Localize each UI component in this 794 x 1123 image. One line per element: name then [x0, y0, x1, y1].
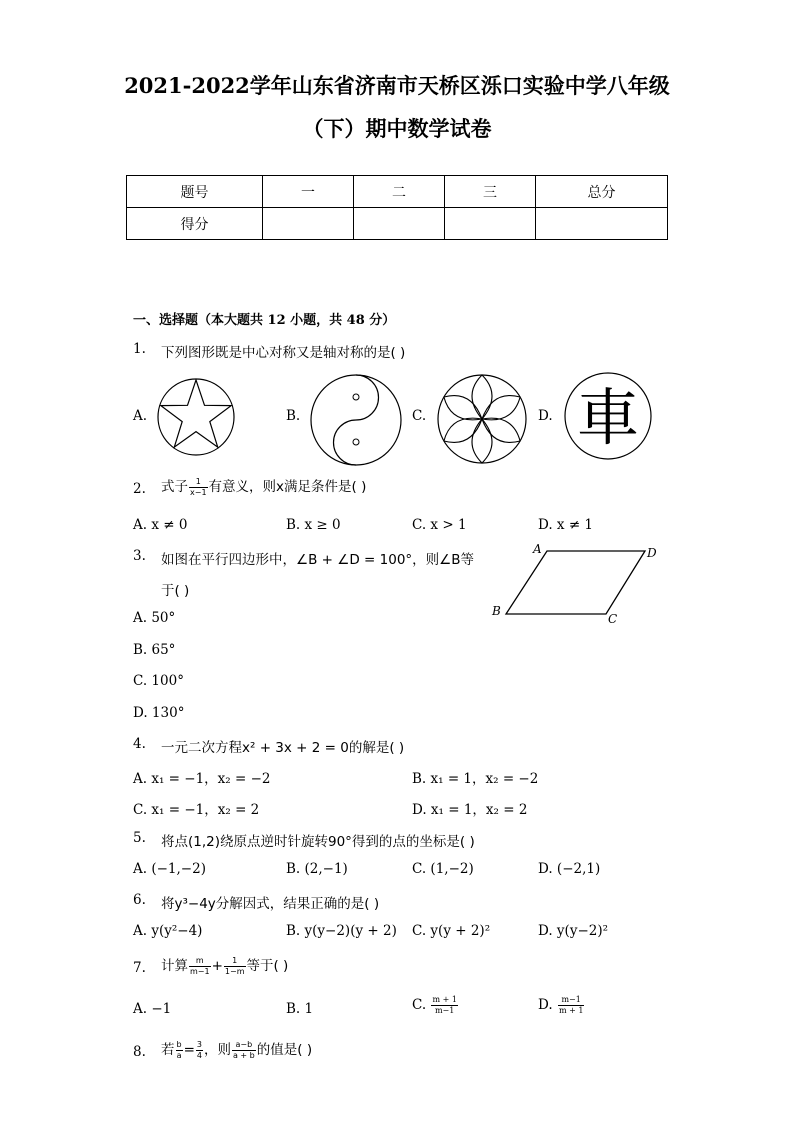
- flower-circle-figure: [436, 373, 528, 465]
- score-cell: [263, 208, 354, 240]
- option-label: B.: [286, 408, 301, 424]
- q7-pre: 计算: [161, 958, 188, 974]
- option: [538, 995, 585, 1016]
- score-header-cell: 三: [445, 176, 536, 208]
- q8-pre: 若: [161, 1042, 175, 1058]
- frac-den: m−1: [434, 1006, 455, 1015]
- question-number: 1.: [133, 341, 146, 357]
- option: A. x₁ = −1，x₂ = −2: [133, 771, 271, 787]
- fraction: [232, 1040, 256, 1061]
- question-text-cont: 于( ): [161, 583, 190, 599]
- q2-post: 有意义，则x满足条件是( ): [208, 479, 367, 495]
- option: D. x₁ = 1，x₂ = 2: [412, 802, 528, 818]
- option: C. y(y + 2)²: [412, 923, 491, 939]
- frac-den: 4: [196, 1050, 202, 1060]
- question-text: [161, 954, 288, 977]
- vertex-label-a: A: [533, 542, 542, 556]
- score-table-header: [127, 176, 668, 208]
- section-heading: 一、选择题（本大题共 12 小题，共 48 分）: [133, 313, 396, 328]
- option: D. 130°: [133, 705, 185, 721]
- score-cell: [354, 208, 445, 240]
- frac-num: 1: [224, 956, 246, 967]
- score-table: [126, 175, 668, 240]
- question-number: 8.: [133, 1044, 146, 1060]
- question-text: 一元二次方程x² + 3x + 2 = 0的解是( ): [161, 740, 405, 756]
- frac-num: a−b: [232, 1040, 256, 1051]
- q8-mid: ，则: [203, 1042, 231, 1058]
- question-number: 3.: [133, 548, 146, 564]
- fraction: [431, 995, 457, 1016]
- option-label: D.: [538, 997, 553, 1013]
- question-text: [161, 475, 366, 498]
- fraction: [196, 1040, 203, 1061]
- option-label: C.: [412, 408, 427, 424]
- fraction: [558, 995, 584, 1016]
- frac-den: a: [176, 1050, 182, 1060]
- fraction: [176, 1040, 183, 1061]
- vertex-label-d: D: [647, 546, 657, 560]
- q8-post: 的值是( ): [256, 1042, 313, 1058]
- option-label: C.: [412, 997, 427, 1013]
- option: D. x ≠ 1: [538, 517, 594, 533]
- equals-sign: =: [183, 1042, 195, 1058]
- option: A. −1: [133, 1001, 172, 1017]
- page-title-line1: 2021-2022学年山东省济南市天桥区泺口实验中学八年级: [124, 73, 670, 98]
- option: B. x ≥ 0: [286, 517, 341, 533]
- option: C. 100°: [133, 673, 184, 689]
- option: C. x₁ = −1，x₂ = 2: [133, 802, 260, 818]
- option: C. x > 1: [412, 517, 467, 533]
- option: A. (−1,−2): [133, 861, 206, 877]
- question-number: 5.: [133, 830, 146, 846]
- frac-num: m: [189, 956, 211, 967]
- question-number: 6.: [133, 892, 146, 908]
- circle-star-figure: [156, 377, 236, 457]
- option: B. y(y−2)(y + 2): [286, 923, 397, 939]
- option: A. y(y²−4): [133, 923, 203, 939]
- option: B. 1: [286, 1001, 314, 1017]
- option: B. x₁ = 1，x₂ = −2: [412, 771, 539, 787]
- frac-num: 1: [189, 477, 208, 488]
- option: [412, 995, 459, 1016]
- score-header-cell: 总分: [536, 176, 668, 208]
- score-header-cell: 一: [263, 176, 354, 208]
- yin-yang-figure: [309, 373, 403, 467]
- score-cell: [536, 208, 668, 240]
- fraction: [224, 956, 246, 977]
- question-text: 下列图形既是中心对称又是轴对称的是( ): [161, 345, 406, 361]
- question-number: 7.: [133, 960, 146, 976]
- car-character: 車: [576, 381, 640, 454]
- char-circle-figure: [563, 371, 653, 461]
- fraction: [189, 956, 211, 977]
- frac-num: m−1: [558, 995, 584, 1006]
- score-header-cell: 题号: [127, 176, 263, 208]
- score-header-cell: 二: [354, 176, 445, 208]
- frac-den: a + b: [232, 1050, 255, 1060]
- option: D. y(y−2)²: [538, 923, 609, 939]
- frac-num: m + 1: [432, 995, 457, 1004]
- parallelogram-figure: [485, 538, 665, 630]
- option: A. 50°: [133, 610, 176, 626]
- question-text: 如图在平行四边形中，∠B + ∠D = 100°，则∠B等: [161, 552, 475, 568]
- option-label: A.: [133, 408, 148, 424]
- frac-den: x−1: [190, 487, 207, 497]
- frac-num: b: [176, 1039, 182, 1049]
- score-row-label: 得分: [127, 208, 263, 240]
- q2-pre: 式子: [161, 479, 188, 495]
- frac-den: 1−m: [224, 966, 245, 976]
- q7-post: 等于( ): [246, 958, 289, 974]
- vertex-label-b: B: [492, 604, 501, 618]
- option: A. x ≠ 0: [133, 517, 188, 533]
- option: D. (−2,1): [538, 861, 601, 877]
- score-cell: [445, 208, 536, 240]
- vertex-label-c: C: [608, 612, 618, 626]
- option: C. (1,−2): [412, 861, 474, 877]
- fraction: [189, 477, 208, 498]
- option-label: D.: [538, 408, 553, 424]
- question-text: 将点(1,2)绕原点逆时针旋转90°得到的点的坐标是( ): [161, 834, 475, 850]
- question-text: 将y³−4y分解因式，结果正确的是( ): [161, 896, 380, 912]
- frac-num: 3: [196, 1039, 202, 1049]
- question-number: 4.: [133, 736, 146, 752]
- question-number: 2.: [133, 481, 146, 497]
- plus-sign: +: [211, 958, 223, 974]
- score-table-row: [127, 208, 668, 240]
- page-title-line2: （下）期中数学试卷: [302, 116, 492, 141]
- frac-den: m + 1: [558, 1006, 584, 1015]
- frac-den: m−1: [190, 966, 210, 976]
- question-text: [161, 1038, 312, 1061]
- option: B. 65°: [133, 642, 176, 658]
- option: B. (2,−1): [286, 861, 348, 877]
